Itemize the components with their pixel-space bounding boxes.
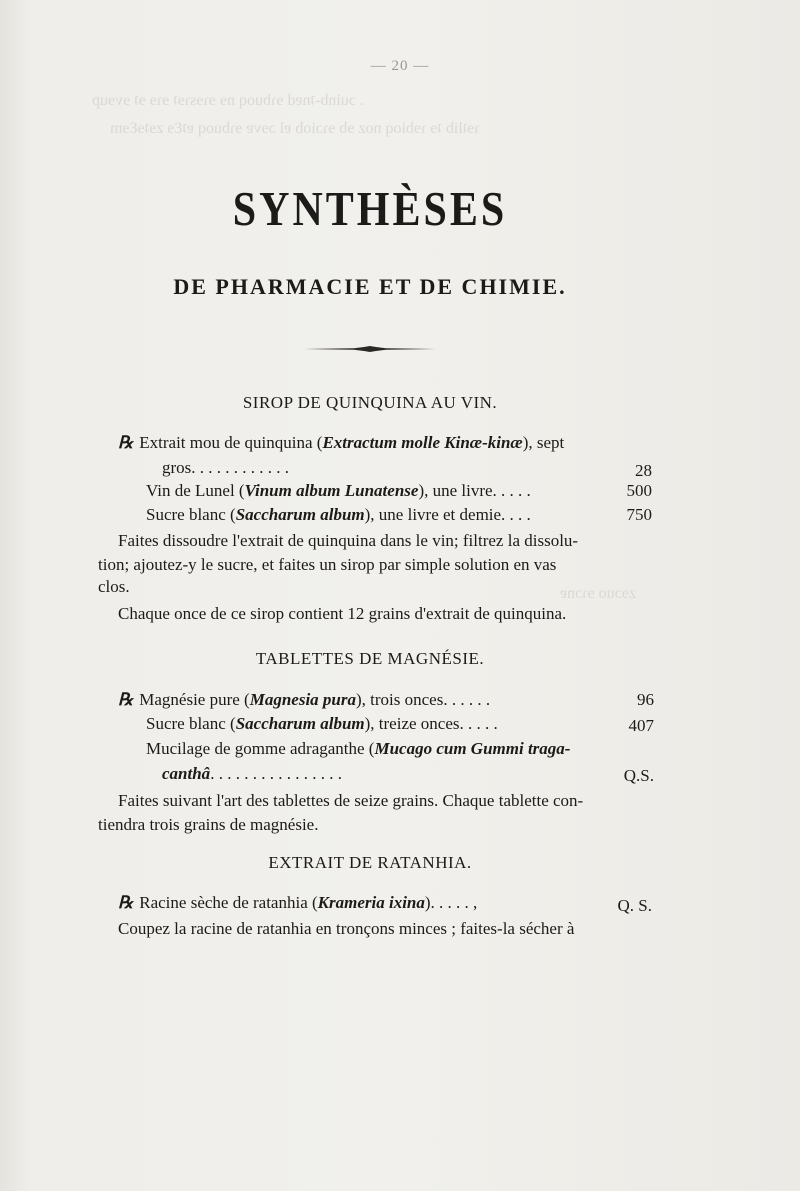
quantity-value: 407 [628,716,654,735]
paragraph: Coupez la racine de ratanhia en tronçons minces ; faites-la sécher à [118,919,575,938]
recipe-line-continuation: gros. . . . . . . . . . . . [162,458,290,477]
recipe-line: Vin de Lunel (Vinum album Lunatense), une livre. . . . . [146,481,531,500]
bleed-through-text: ɿɘʇlib ʇɘ ɿɘbioq noz ɘb ɘɿɔiob ɐl ɔɘvɐ ɘɿbuoq ɐʇƐɘ zɘʇɘƐɘm [110,120,480,137]
paragraph: tion; ajoutez-y le sucre, et faites un sirop par simple solution en vas clos. [98,555,557,596]
recipe-line: ℞ Magnésie pure (Magnesia pura), trois onces. . . . . . [118,690,491,709]
quantity-value: Q.S. [623,766,654,785]
quantity-value: 500 [626,481,652,500]
ornamental-rule [304,346,436,352]
quantity-value: 28 [635,461,652,480]
page-title: SYNTHÈSES [232,183,508,237]
quantity-value: 750 [626,505,652,524]
page-number: — 20 — [370,58,430,74]
page-subtitle: DE PHARMACIE ET DE CHIMIE. [173,274,567,299]
paragraph: Faites suivant l'art des tablettes de seize grains. Chaque tablette con- [118,791,584,810]
section-heading: EXTRAIT DE RATANHIA. [268,853,472,872]
recipe-symbol: ℞ [118,893,134,912]
recipe-line: ℞ Extrait mou de quinquina (Extractum molle Kinæ-kinæ), sept [118,433,565,452]
recipe-line: Sucre blanc (Saccharum album), treize onces. . . . . [146,714,498,733]
quantity-value: 96 [637,690,654,709]
quantity-value: Q. S. [617,896,652,915]
recipe-symbol: ℞ [118,433,134,452]
paragraph: Faites dissoudre l'extrait de quinquina dans le vin; filtrez la dissolu- [118,531,579,550]
recipe-symbol: ℞ [118,690,134,709]
paragraph: tiendra trois grains de magnésie. [98,815,319,834]
paragraph: Chaque once de ce sirop contient 12 grains d'extrait de quinquina. [118,604,567,623]
recipe-line: ℞ Racine sèche de ratanhia (Krameria ixina). . . . . , [118,893,478,912]
recipe-line-continuation: canthâ. . . . . . . . . . . . . . . . [162,764,342,783]
recipe-line: Mucilage de gomme adraganthe (Mucago cum Gummi traga- [146,739,571,758]
section-heading: TABLETTES DE MAGNÉSIE. [255,649,485,668]
bleed-through-text: zɘɔuo ɘɿɔnɐ [560,585,636,602]
section-heading: SIROP DE QUINQUINA AU VIN. [242,393,498,412]
bleed-through-text: . ↄuinb-ʇnɐd ɘɿbuoq nɘ ɘɿɘsɿɘʇ ɘɿɘ ɘʇ ɘvɘup [92,92,364,109]
recipe-line: Sucre blanc (Saccharum album), une livre et demie. . . . [146,505,531,524]
